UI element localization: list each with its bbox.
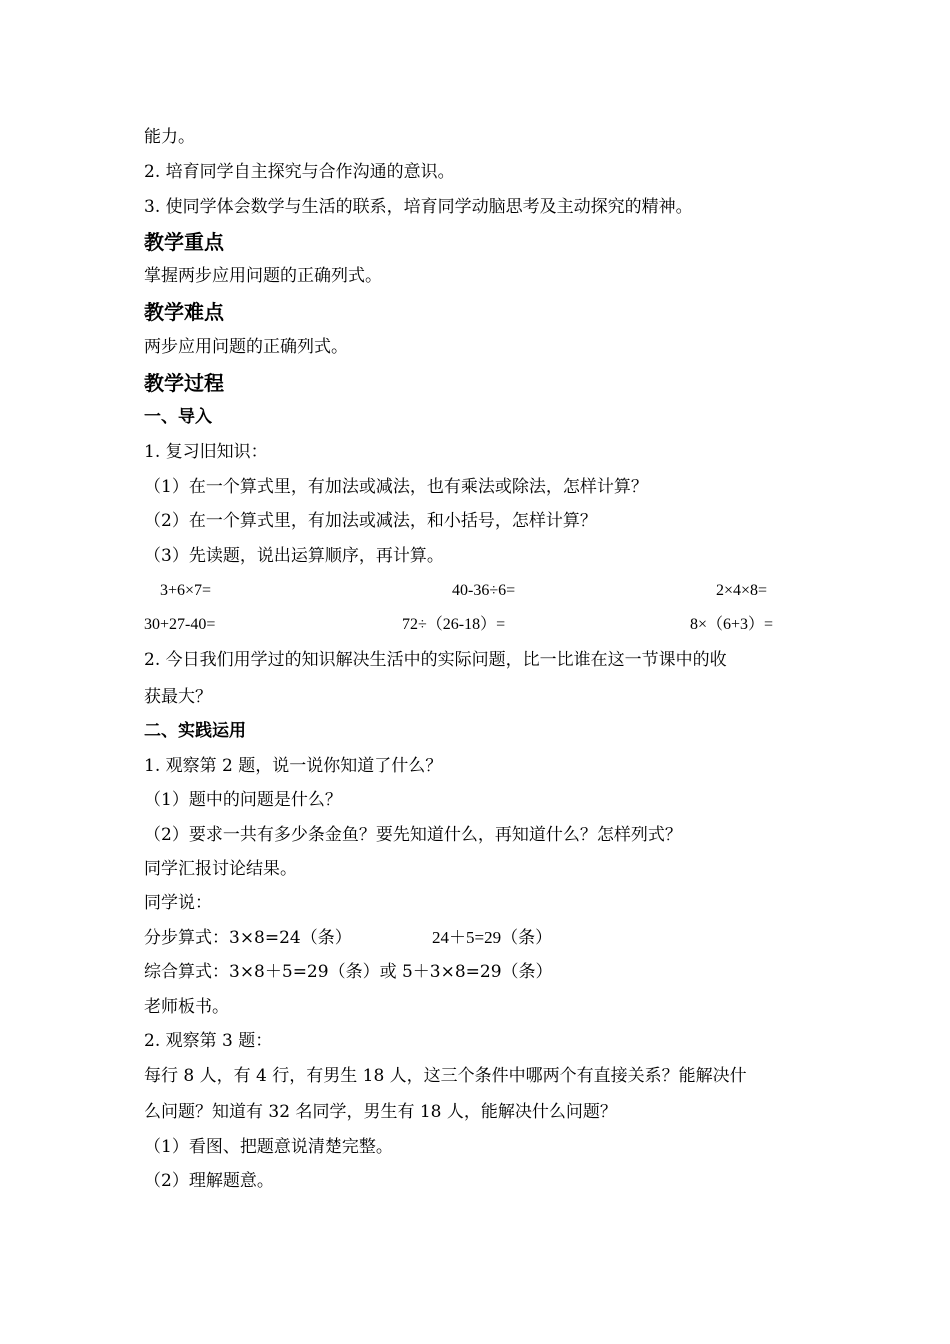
paragraph: 两步应用问题的正确列式。: [144, 337, 348, 357]
exercise: 3+6×7=: [160, 582, 212, 599]
paragraph: 老师板书。: [144, 997, 229, 1017]
paragraph: 综合算式：3×8＋5=29（条）或 5＋3×8=29（条）: [144, 962, 553, 982]
paragraph: 同学说：: [144, 893, 212, 913]
paragraph: （1）看图、把题意说清楚完整。: [144, 1137, 393, 1157]
exercise: 72÷（26-18）=: [402, 616, 506, 633]
paragraph: （2）理解题意。: [144, 1171, 274, 1191]
paragraph: 1. 观察第 2 题，说一说你知道了什么？: [144, 756, 443, 776]
heading-key-point: 教学重点: [144, 230, 224, 254]
exercise: 30+27-40=: [144, 616, 216, 633]
formula: 24＋5=29（条）: [432, 928, 553, 947]
paragraph: 同学汇报讨论结果。: [144, 859, 297, 879]
paragraph: 3. 使同学体会数学与生活的联系，培育同学动脑思考及主动探究的精神。: [144, 197, 693, 217]
paragraph: 么问题？知道有 32 名同学，男生有 18 人，能解决什么问题？: [144, 1102, 617, 1122]
section-heading: 一、导入: [144, 407, 212, 427]
paragraph: 掌握两步应用问题的正确列式。: [144, 266, 382, 286]
paragraph: 2. 培育同学自主探究与合作沟通的意识。: [144, 162, 455, 182]
exercise: 8×（6+3）=: [690, 616, 774, 633]
paragraph: （3）先读题，说出运算顺序，再计算。: [144, 546, 444, 566]
exercise: 40-36÷6=: [452, 582, 516, 599]
paragraph: 2. 今日我们用学过的知识解决生活中的实际问题，比一比谁在这一节课中的收: [144, 650, 727, 670]
exercise: 2×4×8=: [716, 582, 768, 599]
paragraph: （2）在一个算式里，有加法或减法，和小括号，怎样计算？: [144, 511, 597, 531]
paragraph: （1）在一个算式里，有加法或减法，也有乘法或除法，怎样计算？: [144, 477, 648, 497]
heading-process: 教学过程: [144, 371, 224, 395]
section-heading: 二、实践运用: [144, 721, 246, 741]
paragraph: （1）题中的问题是什么？: [144, 790, 342, 810]
heading-difficulty: 教学难点: [144, 300, 224, 324]
paragraph: 分步算式：3×8=24（条）: [144, 928, 352, 948]
paragraph: 每行 8 人，有 4 行，有男生 18 人，这三个条件中哪两个有直接关系？能解决什: [144, 1066, 747, 1086]
paragraph: （2）要求一共有多少条金鱼？要先知道什么，再知道什么？怎样列式？: [144, 825, 682, 845]
paragraph: 1. 复习旧知识：: [144, 442, 268, 462]
paragraph: 能力。: [144, 127, 195, 147]
paragraph: 2. 观察第 3 题：: [144, 1031, 273, 1051]
paragraph: 获最大？: [144, 687, 212, 707]
